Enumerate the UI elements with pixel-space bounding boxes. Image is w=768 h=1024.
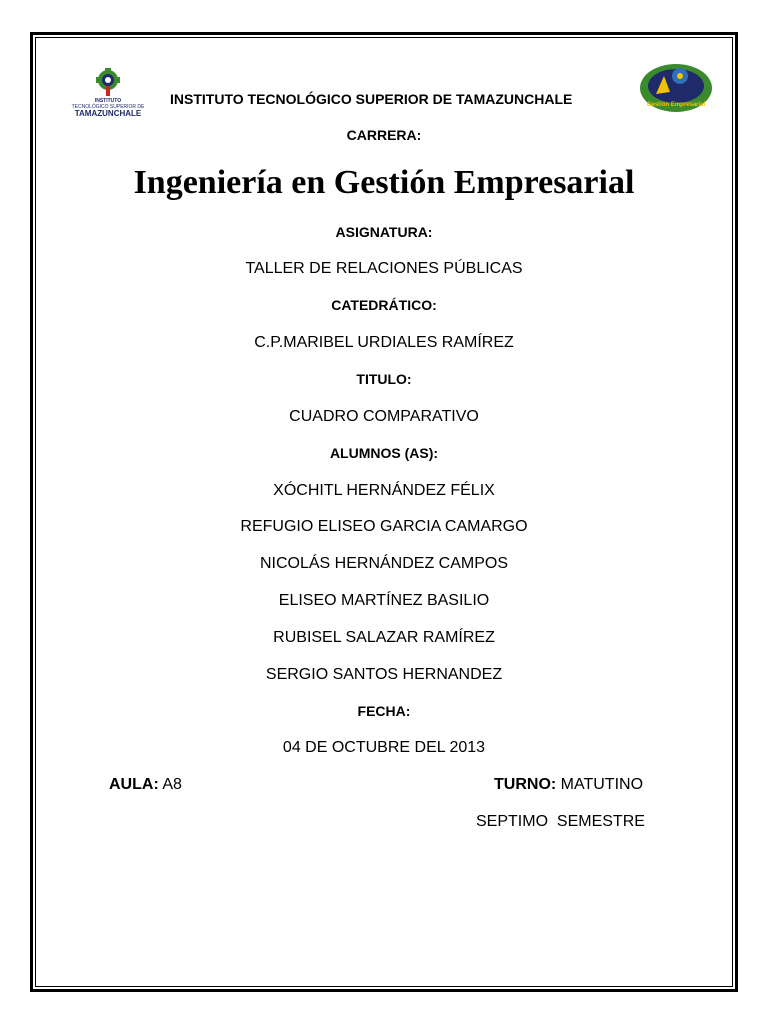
institute-logo: [66, 68, 150, 120]
student-name: REFUGIO ELISEO GARCIA CAMARGO: [240, 518, 528, 535]
aula-label: AULA:: [109, 776, 159, 793]
career-logo-text: Gestión Empresarial: [646, 102, 706, 108]
turno-label: TURNO:: [494, 776, 557, 793]
asignatura-label: ASIGNATURA:: [335, 224, 433, 240]
logo-line3: TAMAZUNCHALE: [74, 109, 142, 118]
titulo-label: TITULO:: [356, 371, 412, 387]
asignatura-value: TALLER DE RELACIONES PÚBLICAS: [245, 260, 523, 277]
career-title: Ingeniería en Gestión Empresarial: [133, 164, 635, 201]
alumnos-label: ALUMNOS (AS):: [329, 445, 439, 461]
carrera-label: CARRERA:: [346, 127, 422, 143]
gear-emblem-icon: [96, 68, 120, 96]
fecha-value: 04 DE OCTUBRE DEL 2013: [282, 739, 486, 756]
semestre-value: SEPTIMO SEMESTRE: [476, 813, 645, 830]
career-logo: [636, 54, 716, 122]
turno-value: MATUTINO: [556, 776, 644, 793]
student-name: ELISEO MARTÍNEZ BASILIO: [278, 592, 490, 609]
turno-field: [494, 776, 643, 794]
institute-name: INSTITUTO TECNOLÓGICO SUPERIOR DE TAMAZUNCHALE: [170, 91, 573, 107]
student-name: SERGIO SANTOS HERNANDEZ: [265, 666, 503, 683]
student-name: RUBISEL SALAZAR RAMÍREZ: [273, 629, 495, 646]
catedratico-value: C.P.MARIBEL URDIALES RAMÍREZ: [254, 334, 514, 351]
fecha-label: FECHA:: [357, 703, 411, 719]
logo-line1: INSTITUTO: [94, 98, 122, 104]
logo-line2: TECNOLÓGICO SUPERIOR DE: [71, 104, 145, 110]
aula-field: [109, 776, 182, 794]
titulo-value: CUADRO COMPARATIVO: [289, 408, 479, 425]
student-name: XÓCHITL HERNÁNDEZ FÉLIX: [273, 482, 495, 499]
aula-value: A8: [158, 776, 182, 793]
catedratico-label: CATEDRÁTICO:: [331, 297, 437, 313]
student-name: NICOLÁS HERNÁNDEZ CAMPOS: [259, 555, 509, 572]
